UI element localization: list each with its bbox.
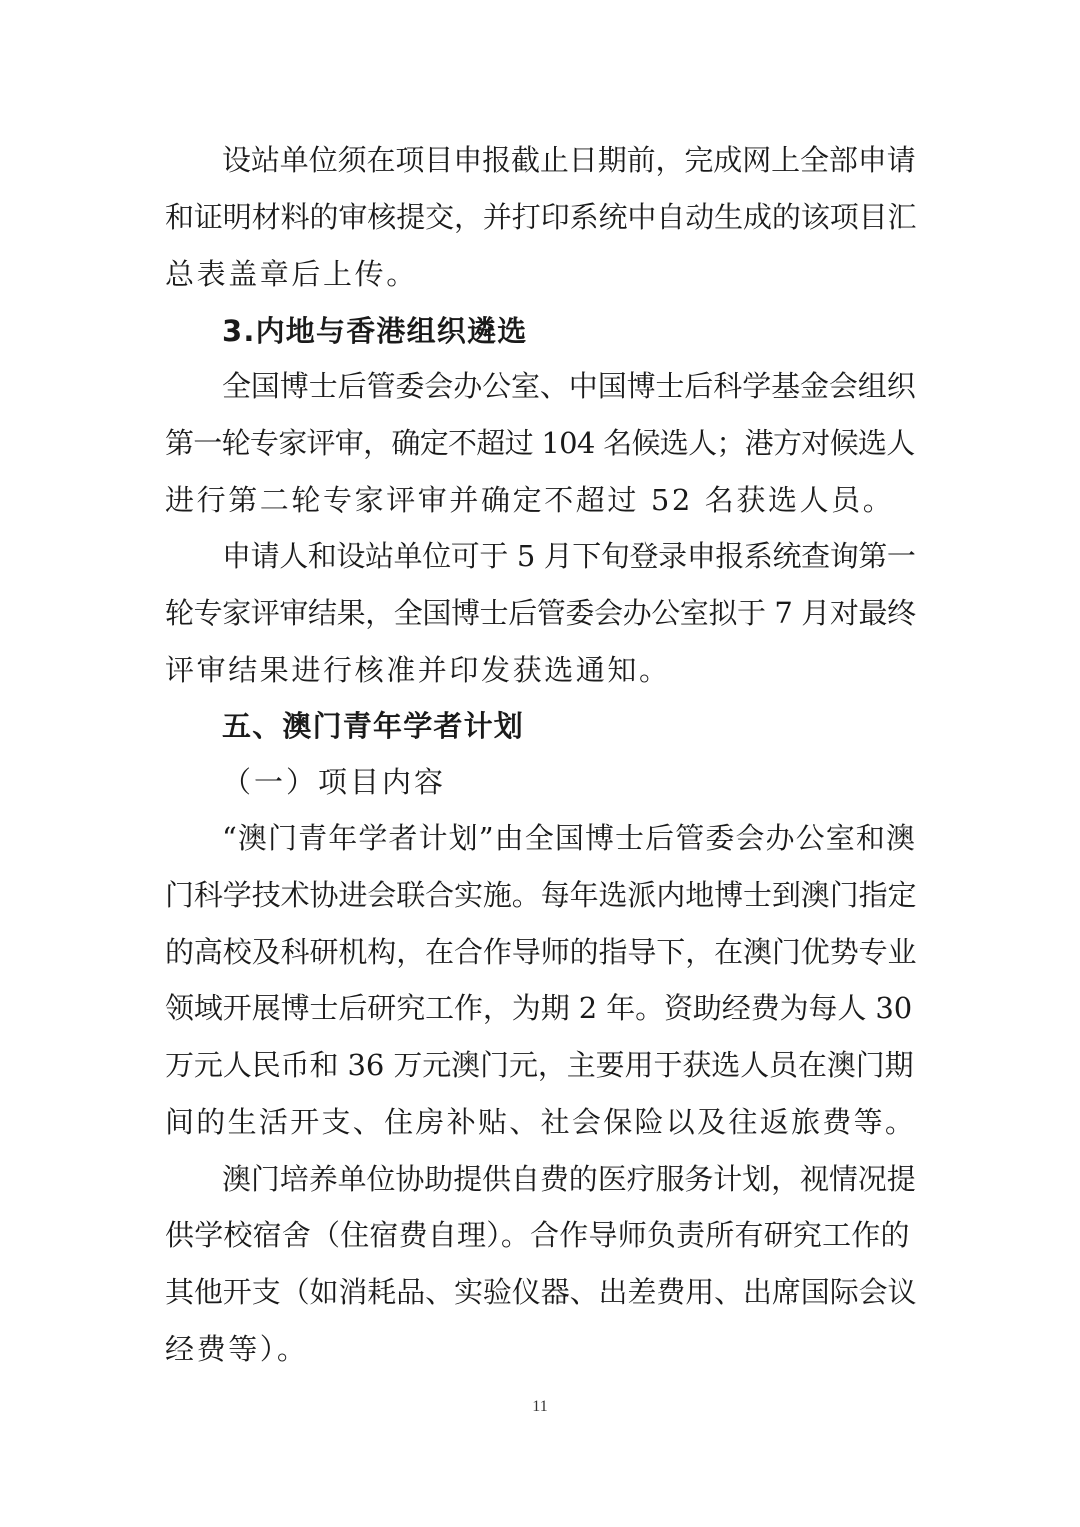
paragraph-line: 门科学技术协进会联合实施。每年选派内地博士到澳门指定 bbox=[165, 878, 917, 912]
paragraph-line: 总表盖章后上传。 bbox=[165, 257, 418, 291]
paragraph-line: 澳门培养单位协助提供自费的医疗服务计划，视情况提 bbox=[222, 1162, 916, 1196]
paragraph-line: 万元人民币和 36 万元澳门元，主要用于获选人员在澳门期 bbox=[165, 1048, 914, 1082]
paragraph-line: 和证明材料的审核提交，并打印系统中自动生成的该项目汇 bbox=[165, 200, 917, 234]
paragraph-line: “澳门青年学者计划”由全国博士后管委会办公室和澳 bbox=[222, 821, 917, 855]
paragraph-line: 供学校宿舍（住宿费自理）。合作导师负责所有研究工作的 bbox=[165, 1218, 910, 1252]
paragraph-line: 间的生活开支、住房补贴、社会保险以及往返旅费等。 bbox=[165, 1105, 917, 1139]
paragraph-line: 轮专家评审结果，全国博士后管委会办公室拟于 7 月对最终 bbox=[165, 596, 916, 630]
paragraph-line: 设站单位须在项目申报截止日期前，完成网上全部申请 bbox=[222, 143, 916, 177]
paragraph-line: 申请人和设站单位可于 5 月下旬登录申报系统查询第一 bbox=[222, 539, 916, 573]
paragraph-line: 进行第二轮专家评审并确定不超过 52 名获选人员。 bbox=[165, 483, 895, 517]
paragraph-line: 经费等）。 bbox=[165, 1332, 309, 1366]
section-heading-5: 五、澳门青年学者计划 bbox=[222, 709, 525, 743]
section-heading-3: 3.内地与香港组织遴选 bbox=[222, 314, 528, 348]
paragraph-line: 第一轮专家评审，确定不超过 104 名候选人；港方对候选人 bbox=[165, 426, 915, 460]
subsection-heading: （一）项目内容 bbox=[222, 765, 447, 799]
paragraph-line: 全国博士后管委会办公室、中国博士后科学基金会组织 bbox=[222, 369, 916, 403]
paragraph-line: 其他开支（如消耗品、实验仪器、出差费用、出席国际会议 bbox=[165, 1275, 917, 1309]
page-number: 11 bbox=[532, 1398, 548, 1415]
paragraph-line: 的高校及科研机构，在合作导师的指导下，在澳门优势专业 bbox=[165, 935, 917, 969]
paragraph-line: 领域开展博士后研究工作，为期 2 年。资助经费为每人 30 bbox=[165, 991, 913, 1025]
paragraph-line: 评审结果进行核准并印发获选通知。 bbox=[165, 653, 671, 687]
